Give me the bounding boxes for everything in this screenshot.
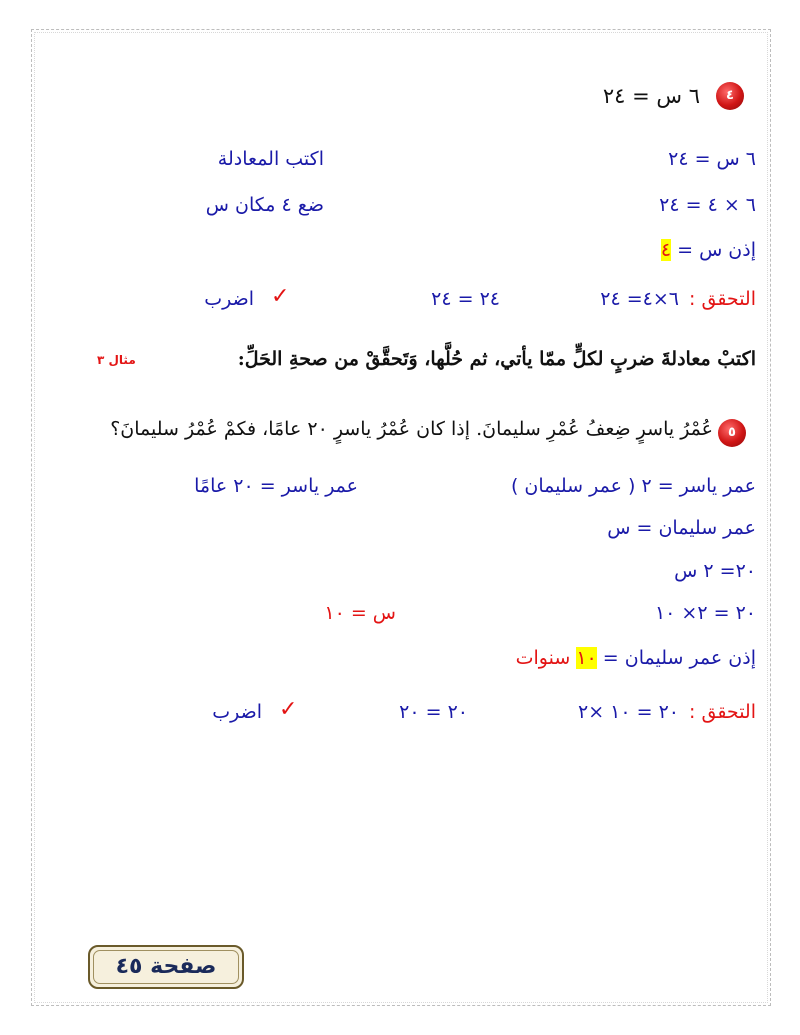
q5-line2: عمر سليمان = س (607, 517, 756, 539)
q4-step1-note: اكتب المعادلة (217, 148, 324, 170)
section-instruction: اكتبْ معادلةَ ضربٍ لكلٍّ ممّا يأتي، ثم حُلَّها، وَتَحقَّقْ من صحةِ الحَلِّ: (237, 348, 756, 370)
q5-check-expr: ٢٠ = ١٠ ×٢ (577, 701, 679, 723)
q5-answer (516, 646, 756, 670)
q4-check-word: اضرب (204, 288, 254, 310)
example-tag: مثال ٣ (97, 353, 136, 367)
question-5-badge: ٥ (718, 419, 746, 447)
q4-step2-note: ضع ٤ مكان س (205, 194, 324, 216)
q4-step2-math: ٦ × ٤ = ٢٤ (659, 194, 756, 216)
q5-line1b: عمر ياسر = ٢٠ عامًا (194, 475, 358, 497)
q5-check-result: ٢٠ = ٢٠ (399, 701, 468, 723)
q4-step1-math: ٦ س = ٢٤ (668, 148, 756, 170)
page-number (88, 945, 244, 989)
q4-answer-prefix: إذن س = (677, 239, 756, 261)
q5-check-word: اضرب (212, 701, 262, 723)
q4-answer (661, 238, 756, 262)
question-4-badge: ٤ (716, 82, 744, 110)
q4-check-label: التحقق : (689, 288, 756, 310)
question-4-equation: ٦ س = ٢٤ (602, 84, 700, 108)
q5-check-mark: ✓ (279, 697, 298, 722)
q5-answer-value: ١٠ (576, 647, 597, 669)
q4-check-expr: ٦×٤= ٢٤ (600, 288, 679, 310)
q5-line3: ٢٠= ٢ س (674, 560, 756, 582)
page-number-label: صفحة ٤٥ (115, 954, 217, 979)
q5-line4a: ٢٠ = ٢× ١٠ (654, 602, 756, 624)
q5-check-label: التحقق : (689, 701, 756, 723)
question-5-problem: عُمْرُ ياسرٍ ضِعفُ عُمْرِ سليمانَ. إذا كان عُمْرُ ياسرٍ ٢٠ عامًا، فكمْ عُمْرُ سليمانَ؟ (110, 418, 713, 440)
q5-answer-prefix: إذن عمر سليمان = (602, 647, 756, 669)
q5-line4b: س = ١٠ (324, 602, 396, 624)
q5-line1a: عمر ياسر = ٢ ( عمر سليمان ) (510, 475, 756, 497)
q5-answer-unit: سنوات (515, 647, 571, 669)
q4-answer-value: ٤ (660, 239, 672, 261)
q4-check-result: ٢٤ = ٢٤ (431, 288, 500, 310)
q4-check-mark: ✓ (271, 284, 290, 309)
